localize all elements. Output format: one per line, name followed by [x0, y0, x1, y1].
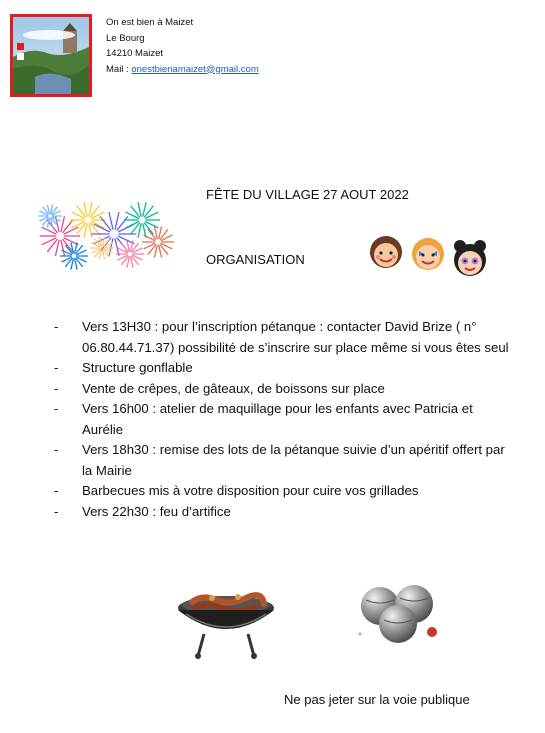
list-item-text: Structure gonflable	[82, 360, 193, 375]
list-bullet: -	[54, 483, 59, 498]
petanque-boules-icon	[352, 580, 450, 646]
address-city: 14210 Maizet	[106, 48, 164, 59]
list-item	[54, 440, 514, 481]
list-item	[54, 358, 514, 379]
association-name: On est bien à Maizet	[106, 17, 194, 28]
event-title: FÊTE DU VILLAGE 27 AOUT 2022	[206, 187, 409, 202]
list-item	[54, 502, 514, 523]
list-item	[54, 379, 514, 400]
list-item-text: Vente de crêpes, de gâteaux, de boissons sur place	[82, 380, 385, 396]
list-item-text: Vers 22h30 : feu d’artifice	[82, 503, 231, 519]
footer-notice: Ne pas jeter sur la voie publique	[284, 692, 470, 707]
mail-label: Mail :	[106, 63, 132, 75]
contact-header	[106, 15, 259, 77]
list-item	[54, 481, 514, 502]
list-bullet: -	[54, 442, 59, 457]
list-bullet: -	[54, 360, 59, 375]
list-item	[54, 317, 514, 358]
mail-link[interactable]: onestbienamaizet@gmail.com	[131, 63, 259, 75]
address-street: Le Bourg	[106, 32, 145, 44]
village-logo-icon	[10, 14, 92, 97]
program-list	[54, 317, 514, 522]
painted-faces-icon	[364, 228, 498, 286]
list-bullet: -	[54, 401, 59, 416]
barbecue-icon	[172, 584, 280, 660]
list-bullet: -	[54, 319, 59, 334]
mail-line	[106, 62, 259, 78]
list-item-text: Barbecues mis à votre disposition pour cuire vos grillades	[82, 483, 419, 498]
list-item-text: Vers 13H30 : pour l’inscription pétanque : contacter David Brize ( n° 06.80.44.71.37) possibilité de s’inscrire sur place même si vous êtes seul	[82, 319, 509, 355]
list-bullet: -	[54, 503, 59, 519]
fireworks-icon	[38, 190, 176, 272]
organisation-heading: ORGANISATION	[206, 252, 305, 267]
list-item-text: Vers 16h00 : atelier de maquillage pour les enfants avec Patricia et Aurélie	[82, 401, 473, 437]
list-item-text: Vers 18h30 : remise des lots de la pétanque suivie d’un apéritif offert par la Mairie	[82, 442, 505, 478]
list-item	[54, 399, 514, 440]
list-bullet: -	[54, 380, 59, 396]
